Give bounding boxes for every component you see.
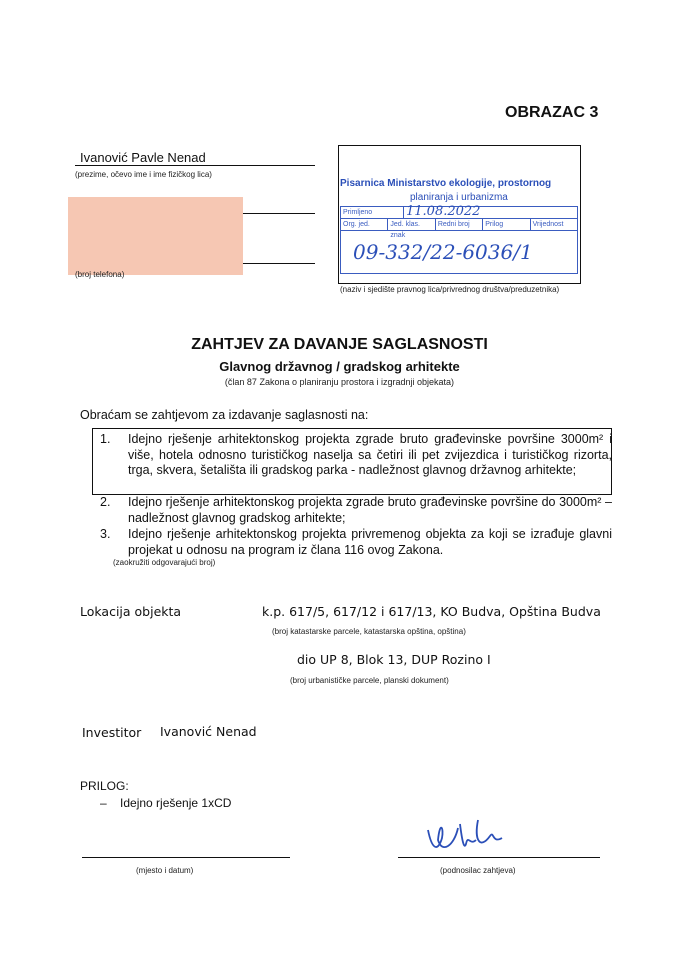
signature (420, 810, 510, 855)
stamp-col: Org. jed. (341, 219, 388, 230)
place-date-caption: (mjesto i datum) (136, 866, 194, 875)
location-caption-2: (broj urbanističke parcele, planski dokument) (290, 676, 449, 685)
option-text: Idejno rješenje arhitektonskog projekta zgrade bruto građevinske površine 3000m² i više, hotela odnosno turističkog naselja sa četiri ili pet zvijezdica i turističkog rizorta, trga, skvera, šetališta ili gradskog parka - nadležnost glavnog državnog arhitekte; (128, 432, 612, 477)
location-value: k.p. 617/5, 617/12 i 617/13, KO Budva, Opština Budva (262, 604, 601, 619)
received-date: 11.08.2022 (406, 204, 481, 219)
applicant-name: Ivanović Pavle Nenad (80, 150, 206, 165)
form-number: OBRAZAC 3 (505, 104, 599, 121)
name-caption: (prezime, očevo ime i ime fizičkog lica) (75, 170, 212, 179)
signer-caption: (podnosilac zahtjeva) (440, 866, 516, 875)
name-line (75, 165, 315, 166)
items-note: (zaokružiti odgovarajući broj) (113, 558, 216, 567)
option-number: 2. (100, 495, 111, 509)
stamp-col: Prilog (483, 219, 530, 230)
option-3 (100, 527, 612, 558)
stamp-office-2: planiranja i urbanizma (410, 192, 508, 203)
intro-text: Obraćam se zahtjevom za izdavanje saglasnosti na: (80, 408, 369, 422)
phone-caption: (broj telefona) (75, 270, 125, 279)
stamp-grid (340, 206, 578, 274)
entity-caption: (naziv i sjedište pravnog lica/privrednog društva/preduzetnika) (340, 285, 560, 294)
received-label: Primljeno (341, 207, 404, 218)
page-subtitle: Glavnog državnog / gradskog arhitekte (219, 359, 460, 374)
option-text: Idejno rješenje arhitektonskog projekta privremenog objekta za koji se izrađuje glavni projekat u odnosu na program iz člana 116 ovog Zakona. (128, 527, 612, 557)
option-2 (100, 495, 612, 526)
redaction-block (68, 197, 243, 275)
attachment-text: Idejno rješenje 1xCD (120, 796, 232, 810)
stamp-col: Redni broj (436, 219, 483, 230)
phone-line (243, 263, 315, 264)
option-number: 1. (100, 432, 111, 446)
option-number: 3. (100, 527, 111, 541)
place-date-line (82, 857, 290, 858)
investor-label: Investitor (82, 725, 142, 740)
attachment-item: – Idejno rješenje 1xCD (100, 796, 232, 810)
location-value-2: dio UP 8, Blok 13, DUP Rozino I (297, 652, 491, 667)
law-reference: (član 87 Zakona o planiranju prostora i izgradnji objekata) (224, 377, 455, 387)
address-line (243, 213, 315, 214)
option-text: Idejno rješenje arhitektonskog projekta zgrade bruto građevinske površine do 3000m² – nadležnost glavnog gradskog arhitekte; (128, 495, 612, 525)
registry-number: 09-332/22-6036/1 (353, 240, 533, 264)
stamp-col: Vrijednost (532, 221, 564, 228)
option-1 (100, 432, 612, 479)
attachments-label: PRILOG: (80, 779, 129, 793)
location-label: Lokacija objekta (80, 604, 182, 619)
location-caption: (broj katastarske parcele, katastarska opština, opština) (272, 627, 466, 636)
stamp-office: Pisarnica Ministarstvo ekologije, prostornog (340, 178, 552, 189)
investor-value: Ivanović Nenad (160, 724, 257, 739)
stamp-col: Jed. klas. znak (388, 219, 435, 230)
page-title: ZAHTJEV ZA DAVANJE SAGLASNOSTI (191, 336, 488, 353)
signature-line (398, 857, 600, 858)
